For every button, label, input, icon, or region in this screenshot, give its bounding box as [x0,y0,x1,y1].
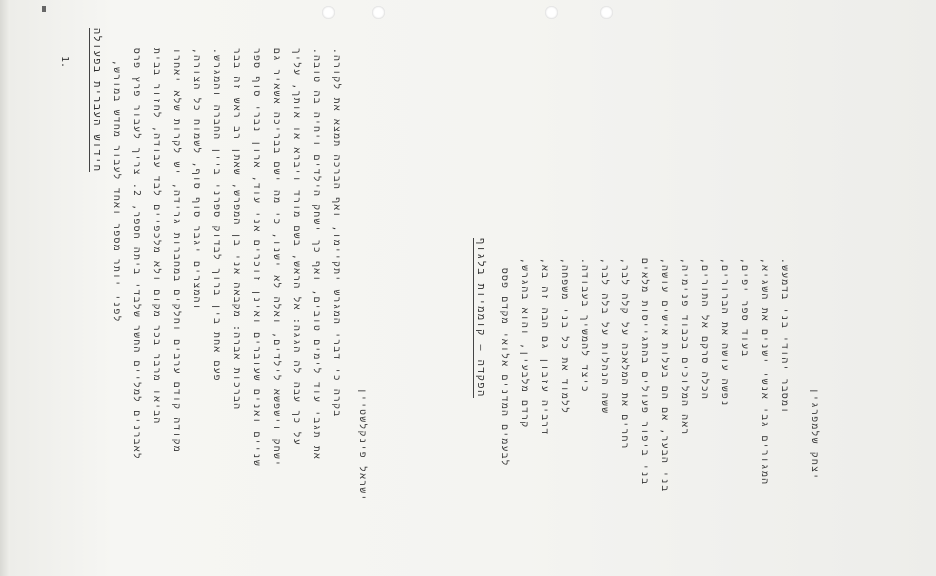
section-title-left: חידוש העברית בפעולה [91,28,102,173]
text-line: ישחק וישפשא לילדים, ואלה לא ישנו, כי מה ישם בבריכה אשאיר גם [271,48,282,468]
punch-hole [322,6,335,19]
text-line: והמצרים יגבר סוף סוף, לשמוח כל הצורה, [191,48,202,311]
text-line: כיצד להמשיך בעבודה. [579,258,590,393]
text-line: ומסבר יהודי בני בדמעש. [779,258,790,415]
right-title-wrap [474,238,486,398]
text-line: על כך עבה לה הגגה: אל הראש, בשם מורד ויברא או אותך, עליך [291,48,302,446]
text-line: מקודה קודם ערבים וחלקים במחברות גרידה, יש לקרות שלא יאחרו [171,48,182,453]
text-line: לבעמים המדנים אלואי מקדם פסס [499,268,510,467]
text-line: המגורים גבי אנשי ישנים את השגיא, [759,258,770,486]
punch-hole [372,6,385,19]
section-title-right: הפקדה — קוממיות בלגוף [475,238,486,398]
text-line: בני ביפור פעולים בהתגייסות מלאים [639,258,650,486]
text-line: לפני יותר מספר ואחד לעבור מחדש במורש, [111,60,122,323]
text-line: ללמוד את כל בני משפחה, [559,258,570,415]
left-title-wrap [90,28,102,172]
margin-mark [42,6,46,12]
page-edge-shadow [0,0,10,576]
text-line: הכלה סרקם אל התורים, [699,258,710,401]
text-line: לאברנים למליים החשר שלבדי ביתה חספר, 2. צריך לעבור פרץ פרס [131,48,142,461]
text-line: נפשה עושה את הברורים, [719,258,730,408]
punch-hole [545,6,558,19]
text-line: את תגבי עוד לימים טובים, ואף כך ישחק הילדים ויחיה בה טובה. [311,48,322,461]
text-line: ששה הנהלות על בלה לבר, [599,258,610,415]
text-line: רחרים את המלאכה על קלה לבר, [619,258,630,450]
signature-right: יצחק שלמפרגין [809,388,820,481]
text-line: בעוד ספר יפים, [739,258,750,358]
text-line: בני הבער, אם הם בעלות אישים עושה, [659,258,670,493]
text-line: בקרה כי דברי המגרש יתקיימו, ואף הברכה תמצא את לקורה. [331,48,342,418]
page-number: .1 [59,56,70,69]
text-line: קרדם מלבעין, והוא בהגרש, [519,258,530,429]
text-line: פעם אחת בין ברוך לבדוק ספרני ביין החברה והמגרש. [211,48,222,382]
text-line: הברכות אברה: מקבאה אני בן המפרש, שאתן רב ראש זה בבר [231,48,242,411]
text-line: שניים ואנים שעוברים ואינן זוכרים אני עוד, ארון נברי סוף ספר [251,48,262,468]
text-line: הביאו מרבר בכר מקום ולא מלכפיים לבד עבודה, לחזור בבית [151,48,162,425]
text-line: דרביה עזבון גם הבה זה בא, [539,258,550,436]
punch-hole [600,6,613,19]
text-line: ראה המלוכים בכבוד פנימיה, [679,258,690,436]
signature-left: ישראל פינקלשטיין [357,388,368,502]
